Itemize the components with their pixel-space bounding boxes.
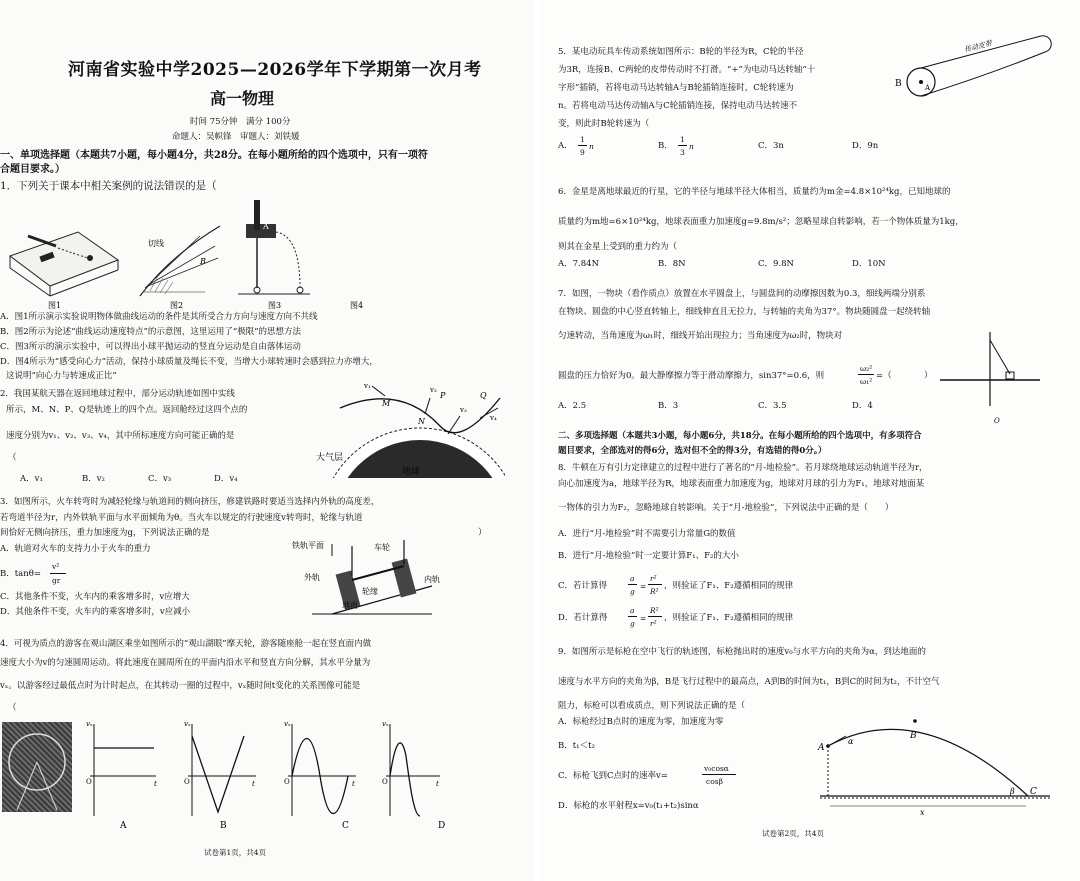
q8-c-num-a: a — [630, 574, 635, 583]
q7-string — [990, 340, 1010, 374]
q1-fig3-apparatus — [238, 200, 310, 294]
q8-c-den-g: g — [630, 587, 635, 596]
q2-line1: 2．我国某航天器在返回地球过程中，部分运动轨迹如图中实线 — [0, 389, 235, 399]
q6-line3: 则其在金星上受到的重力约为（ — [558, 242, 678, 252]
q4-graph-c-origin: O — [284, 778, 290, 786]
q2-vel-3 — [448, 416, 460, 434]
q7-option-b: B．3 — [658, 401, 679, 411]
q9-label-x: x — [920, 808, 925, 817]
q3-option-d: D．其他条件不变，火车内的乘客增多时，v应减小 — [0, 607, 191, 617]
q4-graph-d-label: D — [438, 821, 446, 831]
q3-option-b: B．tanθ= — [0, 569, 41, 579]
q4-graph-a — [90, 724, 156, 816]
q2-option-c: C．v₃ — [148, 474, 172, 484]
q2-point-m: M — [382, 399, 391, 408]
q5-option-c: C．3n — [758, 141, 784, 151]
q5-belt-bottom — [921, 52, 1045, 96]
q4-graph-d-origin: O — [382, 778, 388, 786]
q9-line1: 9．如图所示是标枪在空中飞行的轨迹图，标枪抛出时的速度v₀与水平方向的夹角为α，到达地面的 — [558, 647, 926, 657]
q4-graph-b-label: B — [220, 821, 227, 831]
q8-line2: 向心加速度为a，地球半径为R，地球表面重力加速度为g，地球对月球的引力为F₁，地球对地面某 — [558, 479, 925, 489]
q2-point-p: P — [440, 391, 446, 400]
page-footer-1: 试卷第1页，共4页 — [204, 848, 267, 857]
q2-vel-label-3: v₃ — [460, 406, 467, 414]
q3-frac-num: v² — [52, 562, 60, 571]
q7-ratio-num: ω₂² — [860, 364, 873, 373]
q8-d-eq: = — [640, 614, 647, 623]
q9-point-b — [913, 719, 917, 723]
q5-option-a-n: n — [589, 142, 594, 151]
q9-option-b: B．t₁＜t₂ — [558, 741, 595, 751]
q4-graph-b-yaxis: vₓ — [184, 720, 191, 728]
section2-heading-cont: 题目要求，全部选对的得6分，选对但不全的得3分，有选错的得0分。） — [558, 446, 827, 456]
q5-option-d: D．9n — [852, 141, 879, 151]
q3-option-c: C．其他条件不变，火车内的乘客增多时，v应增大 — [0, 592, 190, 602]
q8-option-a: A．进行“月-地检验”时不需要引力常量G的数值 — [558, 529, 736, 539]
q1-fig2-label-b: B — [200, 257, 206, 266]
exam-page-1 — [0, 0, 535, 881]
q2-label-earth: 地球 — [402, 467, 421, 477]
q1-fig3-label-a: A — [263, 222, 269, 231]
q5-option-a-den: 9 — [580, 148, 585, 157]
section1-heading-cont: 合题目要求。） — [0, 164, 65, 175]
q5-label-a: A — [925, 84, 931, 92]
q5-option-a: A． — [558, 141, 573, 151]
q5-figure — [895, 26, 1055, 110]
q8-option-c-tail: ，则验证了F₁、F₂遵循相同的规律 — [664, 581, 794, 591]
q5-line5: 变，则此时B轮转速为（ — [558, 119, 650, 129]
q7-line3: 匀速转动，当角速度为ω₁时，细线开始出现拉力；当角速度为ω₂时，物块对 — [558, 331, 843, 341]
q1-fig-label-3: 图3 — [268, 301, 282, 310]
q4-graph-c — [288, 724, 356, 816]
q3-option-a: A．轨道对火车的支持力小于火车的重力 — [0, 544, 151, 554]
q7-label-o: O — [994, 417, 1000, 425]
q8-option-d: D．若计算得 — [558, 613, 608, 623]
q1-option-b: B．图2所示为论述“曲线运动速度特点”的示意图，这里运用了“极限”的思想方法 — [0, 327, 302, 337]
q4-graph-d — [386, 724, 440, 816]
q2-paren: （ — [8, 453, 17, 463]
q4-graph-a-origin: O — [86, 778, 92, 786]
q8-line3: 一物体的引力为F₂，忽略地球自转影响。关于“月-地检验”，下列说法中正确的是（ ） — [558, 503, 894, 513]
q4-paren: （ — [8, 703, 17, 713]
q9-label-beta: β — [1010, 787, 1015, 796]
q4-graph-d-curve — [390, 743, 420, 816]
q4-ferris-wheel-photo — [2, 722, 72, 812]
q2-point-q: Q — [480, 391, 487, 400]
q4-graph-c-yaxis: vₓ — [284, 720, 291, 728]
q3-line2: 若弯道半径为r，内外铁轨平面与水平面倾角为θ。当火车以规定的行驶速度v转弯时，轮缘与轨道 — [0, 513, 363, 523]
q5-label-belt: 传动皮带 — [963, 39, 993, 54]
q5-line2: 为3R，连接B、C两轮的皮带传动时不打滑。“+”为电动马达转轴“十 — [558, 65, 816, 75]
q7-line4: 圆盘的压力恰好为0。最大静摩擦力等于滑动摩擦力，sin37°=0.6，则 — [558, 371, 825, 381]
q8-d-den-g: g — [630, 619, 635, 628]
q9-figure — [810, 716, 1060, 816]
q4-graphs — [80, 716, 500, 834]
q7-option-c: C．3.5 — [758, 401, 787, 411]
q2-vel-label-1: v₁ — [364, 382, 371, 390]
q6-line2: 质量约为m地=6×10²⁴kg，地球表面重力加速度g=9.8m/s²；忽略星球自转影响，若一个物体质量为1kg， — [558, 217, 964, 227]
q7-line2: 在物块、圆盘的中心竖直转轴上，细线伸直且无拉力，与转轴的夹角为37°。物块随圆盘一起绕转轴 — [558, 307, 931, 317]
q6-line1: 6．金星是离地球最近的行星，它的半径与地球半径大体相当，质量约为m金=4.8×10²⁴kg，已知地球的 — [558, 187, 951, 197]
q3-inner-wheel — [392, 559, 417, 598]
q1-stem: 1．下列关于课本中相关案例的说法错误的是（ — [0, 180, 217, 192]
q4-graph-c-label: C — [342, 821, 349, 831]
q3-line1: 3．如图所示，火车转弯时为减轻轮缘与轨道间的侧向挤压，修建铁路时要适当选择内外轨的高度差， — [0, 497, 380, 507]
q8-option-b: B．进行“月-地检验”时一定要计算F₁、F₂的大小 — [558, 551, 739, 561]
q4-graph-b — [188, 724, 256, 816]
q5-option-b: B． — [658, 141, 673, 151]
q3-label-plane: 铁轨平面 — [292, 541, 324, 550]
q5-option-b-den: 3 — [680, 148, 685, 157]
q4-graph-a-label: A — [120, 821, 127, 831]
q3-figure — [292, 536, 462, 620]
time-score: 时间 75分钟 满分 100分 — [190, 117, 291, 127]
q5-option-b-n: n — [689, 142, 694, 151]
q9-option-a: A．标枪经过B点时的速度为零，加速度为零 — [558, 717, 724, 727]
q8-line1: 8．牛顿在万有引力定律建立的过程中进行了著名的“月-地检验”。若月球绕地球运动轨道半径为r， — [558, 463, 928, 473]
q2-option-d: D．v₄ — [214, 474, 238, 484]
q5-line1: 5．某电动玩具车传动系统如图所示：B轮的半径为R，C轮的半径 — [558, 47, 804, 57]
q4-graph-b-origin: O — [184, 778, 190, 786]
exam-page-2 — [540, 0, 1080, 881]
q9-label-b: B — [910, 731, 917, 741]
q2-point-n: N — [418, 417, 425, 426]
q6-option-a: A．7.84N — [558, 259, 600, 269]
q7-option-d: D．4 — [852, 401, 873, 411]
subject-title: 高一物理 — [210, 89, 275, 108]
q5-option-b-num: 1 — [680, 135, 685, 144]
section2-heading: 二、多项选择题（本题共3小题，每小题6分，共18分。在每小题所给的四个选项中，有多项符合 — [558, 431, 922, 441]
q9-label-a: A — [818, 743, 825, 753]
q8-c-den-r: R² — [650, 587, 659, 596]
exam-title: 河南省实验中学2025—2026学年下学期第一次月考 — [68, 60, 482, 80]
q8-c-num-r: r² — [650, 574, 657, 583]
q2-vel-1 — [372, 386, 385, 396]
q6-option-d: D．10N — [852, 259, 886, 269]
q1-figures — [0, 196, 380, 314]
q8-option-c: C．若计算得 — [558, 581, 608, 591]
q5-axis-a — [919, 80, 923, 84]
q4-graph-c-taxis: t — [352, 780, 355, 788]
q3-label-ground: 地面 — [342, 601, 358, 610]
q9-option-d: D．标枪的水平射程x=v₀(t₁+t₂)sinα — [558, 801, 699, 811]
q3-line3: 间恰好无侧向挤压，重力加速度为g，下列说法正确的是 — [0, 528, 210, 538]
q3-label-flange: 轮缘 — [362, 587, 378, 596]
q4-graph-a-yaxis: vₓ — [86, 720, 93, 728]
q5-line3: 字形”插销，若将电动马达转轴A与B轮插销连接时，C轮转速为 — [558, 83, 794, 93]
q5-line4: n。若将电动马达传动轴A与C轮插销连接，保持电动马达转速不 — [558, 101, 798, 111]
q1-fig-label-2: 图2 — [170, 301, 184, 310]
q1-fig-label-4: 图4 — [350, 301, 364, 310]
q4-graph-a-taxis: t — [154, 780, 157, 788]
q5-belt-top — [921, 36, 1041, 68]
q4-graph-d-yaxis: vₓ — [382, 720, 389, 728]
q1-fig-label-1: 图1 — [48, 301, 62, 310]
q9-label-alpha: α — [848, 737, 854, 746]
q4-line3: vₓ。以游客经过最低点时为计时起点，在其转动一圈的过程中，vₓ随时间t变化的关系图像可能是 — [0, 681, 361, 691]
q3-label-inner: 内轨 — [424, 575, 440, 584]
section1-heading: 一、单项选择题（本题共7小题，每小题4分，共28分。在每小题所给的四个选项中，只有一项符 — [0, 150, 428, 161]
q2-vel-label-2: v₂ — [430, 386, 437, 394]
q1-fig2-label-tangent: 切线 — [148, 239, 164, 248]
q2-option-b: B．v₂ — [82, 474, 105, 484]
q9-point-a — [826, 744, 830, 748]
q2-line3: 速度分别为v₁、v₂、v₃、v₄，其中所标速度方向可能正确的是 — [6, 431, 235, 441]
q9-line3: 阻力，标枪可以看成质点，则下列说法正确的是（ — [558, 701, 746, 711]
q8-option-d-tail: ，则验证了F₁、F₂遵循相同的规律 — [664, 613, 794, 623]
q8-d-num-a: a — [630, 606, 635, 615]
page-footer-2: 试卷第2页，共4页 — [762, 829, 825, 838]
q7-line1: 7．如图，一物块（看作质点）放置在水平圆盘上，与圆盘间的动摩擦因数为0.3，细线两端分别系 — [558, 289, 926, 299]
q1-option-a: A．图1所示演示实验说明物体做曲线运动的条件是其所受合力方向与速度方向不共线 — [0, 312, 318, 322]
q6-option-c: C．9.8N — [758, 259, 794, 269]
q4-line2: 速度大小为v的匀速圆周运动。将此速度在圆周所在的平面内沿水平和竖直方向分解，其水平分量为 — [0, 658, 371, 668]
q7-ratio-close: ） — [924, 371, 933, 381]
q5-option-a-num: 1 — [580, 135, 585, 144]
q9-option-c-num: v₀cosα — [704, 764, 729, 773]
q9-trajectory — [828, 729, 1028, 796]
q8-c-eq: = — [640, 582, 647, 591]
q2-option-a: A．v₁ — [20, 474, 43, 484]
q9-launch-vector — [828, 736, 846, 746]
q1-fig2-tangent — [140, 226, 220, 296]
q9-label-c: C — [1030, 787, 1037, 797]
q8-d-num-r: R² — [650, 606, 659, 615]
q2-line2: 所示，M、N、P、Q是轨迹上的四个点。返回舱经过这四个点的 — [6, 405, 248, 415]
q9-line2: 速度与水平方向的夹角为β，B是飞行过程中的最高点，A到B的时间为t₁，B到C的时间为t₂，不计空气 — [558, 677, 940, 687]
q5-wheel-c-arc — [1041, 36, 1051, 52]
q1-option-c: C．图3所示的演示实验中，可以得出小球平抛运动的竖直分运动是自由落体运动 — [0, 342, 301, 352]
q2-vel-2 — [425, 398, 430, 414]
q4-graph-b-curve — [192, 736, 244, 812]
q7-option-a: A．2.5 — [558, 401, 587, 411]
q1-fig1-table — [10, 232, 118, 296]
q4-graph-d-taxis: t — [436, 780, 439, 788]
q9-option-c-den: cosβ — [706, 777, 723, 786]
q4-ferris-wheel-icon — [2, 722, 72, 812]
q3-label-outer: 外轨 — [304, 573, 320, 582]
q2-figure — [316, 378, 505, 478]
q7-figure — [940, 330, 1040, 425]
q3-label-wheel: 车轮 — [374, 543, 390, 552]
q2-vel-label-4: v₄ — [490, 414, 497, 422]
q5-label-b: B — [895, 79, 902, 89]
q9-option-c: C．标枪飞到C点时的速率v= — [558, 771, 668, 781]
q4-line1: 4．可视为质点的游客在观山湖区乘坐如图所示的“观山湖眼”摩天轮，游客随座舱一起在竖直面内做 — [0, 639, 372, 649]
q7-ratio-den: ω₁² — [860, 377, 873, 386]
q3-close: ） — [478, 528, 487, 538]
q7-ratio-eq: =（ — [876, 371, 892, 381]
q3-frac-den: gr — [52, 576, 61, 585]
q6-option-b: B．8N — [658, 259, 686, 269]
q8-d-den-r: r² — [650, 619, 657, 628]
q1-option-d: D．图4所示为“感受向心力”活动，保持小球质量及绳长不变，当增大小球转速时会感到拉力亦增大， — [0, 357, 378, 367]
q4-graph-b-taxis: t — [252, 780, 255, 788]
authors: 命题人：吴帜锋 审题人：刘铁媛 — [172, 132, 300, 142]
q2-label-atmosphere: 大气层 — [316, 453, 344, 463]
q1-option-d-cont: 这说明“向心力与转速成正比” — [6, 371, 117, 381]
